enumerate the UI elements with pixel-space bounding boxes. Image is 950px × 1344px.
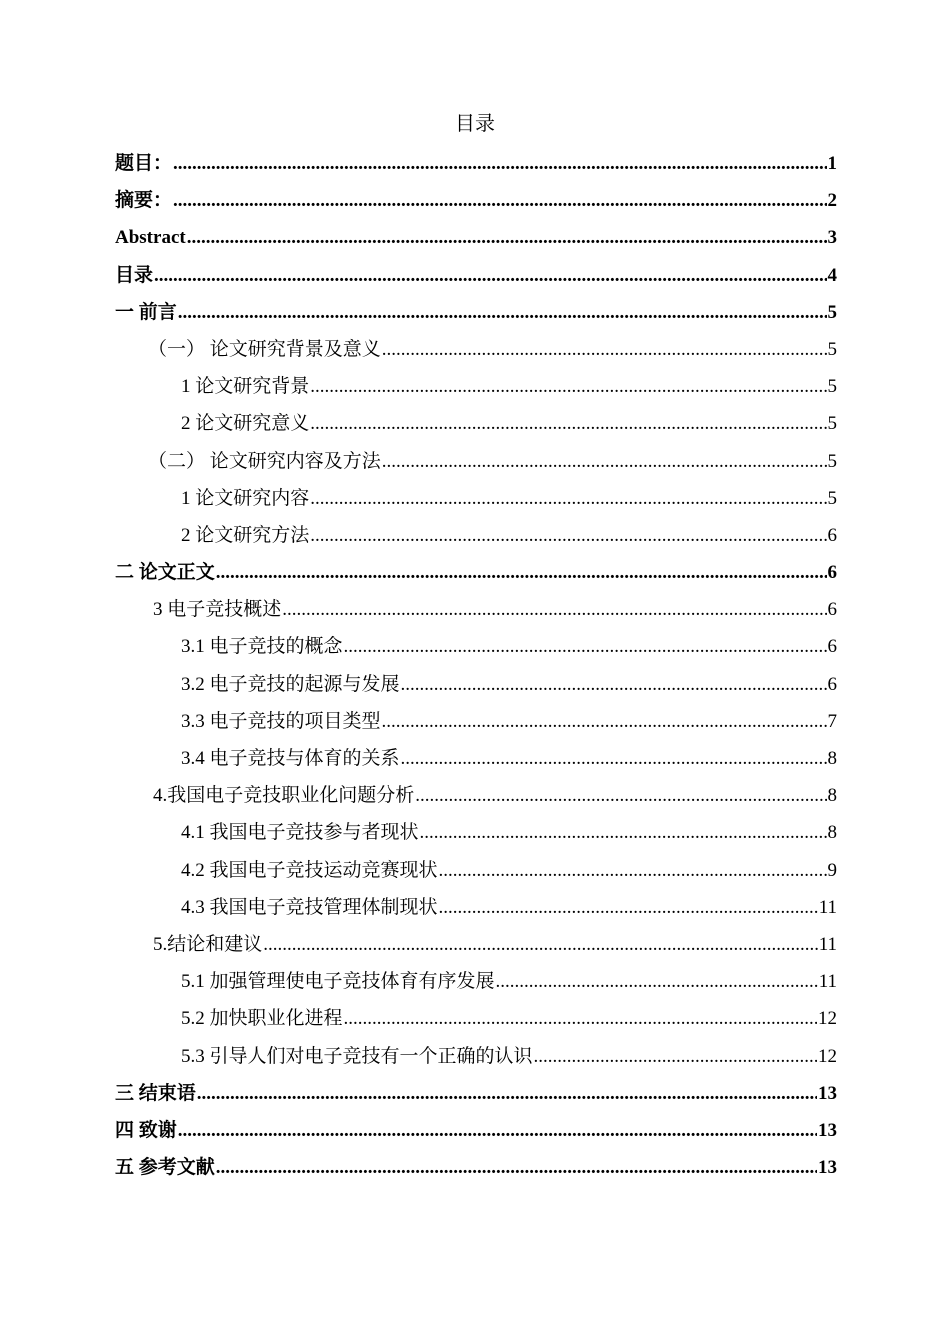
toc-entry[interactable] (115, 294, 837, 331)
toc-entry[interactable] (115, 1149, 837, 1186)
dot-leader (197, 1075, 817, 1112)
toc-entry[interactable] (115, 852, 837, 889)
toc-entry-page-number: 6 (827, 562, 837, 584)
toc-entry-label: 题目： (115, 153, 173, 174)
toc-entry-page-number: 6 (827, 673, 837, 695)
toc-entry-page-number: 5 (827, 487, 837, 509)
toc-entry-page-number: 5 (827, 413, 837, 435)
toc-entry-label: 3.4 电子竞技与体育的关系 (181, 748, 400, 769)
toc-entry-label: （一） 论文研究背景及意义 (148, 338, 381, 360)
toc-entry-page-number: 13 (818, 1119, 837, 1141)
dot-leader (415, 777, 826, 814)
toc-entry[interactable] (115, 257, 837, 294)
dot-leader (216, 1149, 817, 1186)
dot-leader (496, 963, 818, 1000)
dot-leader (382, 331, 827, 368)
toc-entry-page-number: 9 (827, 859, 837, 881)
toc-title: 目录 (455, 113, 495, 135)
toc-entry[interactable] (115, 405, 837, 442)
toc-entry[interactable] (115, 1038, 837, 1075)
toc-entry-page-number: 5 (827, 301, 837, 323)
dot-leader (534, 1038, 817, 1075)
toc-entry[interactable] (115, 1075, 837, 1112)
toc-entry-label: 5.3 引导人们对电子竞技有一个正确的认识 (181, 1045, 533, 1067)
toc-entry-page-number: 6 (827, 599, 837, 621)
toc-entry-page-number: 8 (827, 822, 837, 844)
toc-entry-label: 4.3 我国电子竞技管理体制现状 (181, 896, 438, 918)
dot-leader (310, 517, 826, 554)
toc-list (115, 145, 837, 1186)
toc-entry[interactable] (115, 666, 837, 703)
dot-leader (401, 740, 827, 777)
toc-entry[interactable] (115, 182, 837, 219)
dot-leader (154, 257, 826, 294)
dot-leader (282, 591, 826, 628)
toc-entry-label: （二） 论文研究内容及方法 (148, 450, 381, 472)
toc-entry-label: 目录 (115, 264, 154, 286)
toc-entry[interactable] (115, 368, 837, 405)
toc-entry[interactable] (115, 628, 837, 665)
toc-entry-label: 一 前言 (115, 301, 177, 323)
toc-entry-page-number: 5 (827, 376, 837, 398)
toc-entry-label: 五 参考文献 (115, 1157, 215, 1179)
toc-entry[interactable] (115, 480, 837, 517)
toc-entry-label: 四 致谢 (115, 1119, 177, 1141)
toc-entry-label: 三 结束语 (115, 1082, 196, 1104)
toc-entry-page-number: 5 (827, 450, 837, 472)
toc-entry[interactable] (115, 554, 837, 591)
toc-entry[interactable] (115, 814, 837, 851)
toc-entry-page-number: 1 (827, 153, 837, 174)
toc-entry-label: Abstract (115, 227, 186, 249)
toc-entry-label: 摘要： (115, 190, 173, 212)
toc-entry[interactable] (115, 219, 837, 256)
toc-entry-page-number: 3 (827, 227, 837, 249)
toc-entry-page-number: 6 (827, 524, 837, 546)
dot-leader (187, 219, 827, 256)
toc-entry-page-number: 12 (818, 1008, 837, 1030)
toc-entry[interactable] (115, 926, 837, 963)
toc-entry-label: 5.1 加强管理使电子竞技体育有序发展 (181, 971, 495, 993)
toc-entry[interactable] (115, 517, 837, 554)
toc-entry-page-number: 5 (827, 338, 837, 360)
dot-leader (310, 405, 826, 442)
dot-leader (263, 926, 817, 963)
dot-leader (439, 852, 827, 889)
toc-entry-label: 5.2 加快职业化进程 (181, 1008, 343, 1030)
toc-entry[interactable] (115, 1000, 837, 1037)
toc-entry-label: 1 论文研究背景 (181, 376, 310, 398)
dot-leader (310, 480, 826, 517)
toc-entry-page-number: 7 (827, 710, 837, 732)
dot-leader (382, 703, 827, 740)
dot-leader (401, 666, 827, 703)
toc-entry-page-number: 12 (818, 1045, 837, 1067)
toc-entry[interactable] (115, 591, 837, 628)
toc-entry[interactable] (115, 443, 837, 480)
toc-entry-label: 3.2 电子竞技的起源与发展 (181, 673, 400, 695)
toc-entry-label: 3 电子竞技概述 (153, 599, 282, 621)
dot-leader (173, 145, 826, 182)
toc-entry-label: 4.1 我国电子竞技参与者现状 (181, 822, 419, 844)
dot-leader (420, 814, 827, 851)
toc-entry[interactable] (115, 703, 837, 740)
toc-entry-label: 2 论文研究方法 (181, 524, 310, 546)
dot-leader (178, 294, 827, 331)
toc-entry-label: 2 论文研究意义 (181, 413, 310, 435)
toc-entry[interactable] (115, 331, 837, 368)
dot-leader (382, 443, 827, 480)
toc-entry[interactable] (115, 777, 837, 814)
dot-leader (216, 554, 827, 591)
toc-entry-page-number: 11 (818, 933, 837, 955)
toc-entry[interactable] (115, 963, 837, 1000)
dot-leader (344, 1000, 817, 1037)
toc-entry-page-number: 11 (818, 971, 837, 993)
toc-entry-page-number: 4 (827, 264, 837, 286)
toc-entry-label: 1 论文研究内容 (181, 487, 310, 509)
toc-entry-label: 3.1 电子竞技的概念 (181, 636, 343, 658)
dot-leader (310, 368, 826, 405)
toc-entry-page-number: 11 (818, 896, 837, 918)
toc-entry-label: 5.结论和建议 (153, 933, 263, 955)
toc-entry-label: 3.3 电子竞技的项目类型 (181, 710, 381, 732)
toc-entry-page-number: 6 (827, 636, 837, 658)
toc-entry-page-number: 8 (827, 748, 837, 769)
toc-entry[interactable] (115, 145, 837, 182)
toc-entry[interactable] (115, 889, 837, 926)
dot-leader (344, 628, 827, 665)
dot-leader (178, 1112, 817, 1149)
dot-leader (439, 889, 818, 926)
toc-entry[interactable] (115, 740, 837, 777)
toc-entry-page-number: 2 (827, 190, 837, 212)
toc-entry-label: 4.2 我国电子竞技运动竞赛现状 (181, 859, 438, 881)
toc-entry-label: 二 论文正文 (115, 562, 215, 584)
toc-entry[interactable] (115, 1112, 837, 1149)
toc-entry-page-number: 13 (818, 1082, 837, 1104)
toc-entry-label: 4.我国电子竞技职业化问题分析 (153, 785, 415, 807)
toc-entry-page-number: 8 (827, 785, 837, 807)
toc-entry-page-number: 13 (818, 1157, 837, 1179)
dot-leader (173, 182, 826, 219)
